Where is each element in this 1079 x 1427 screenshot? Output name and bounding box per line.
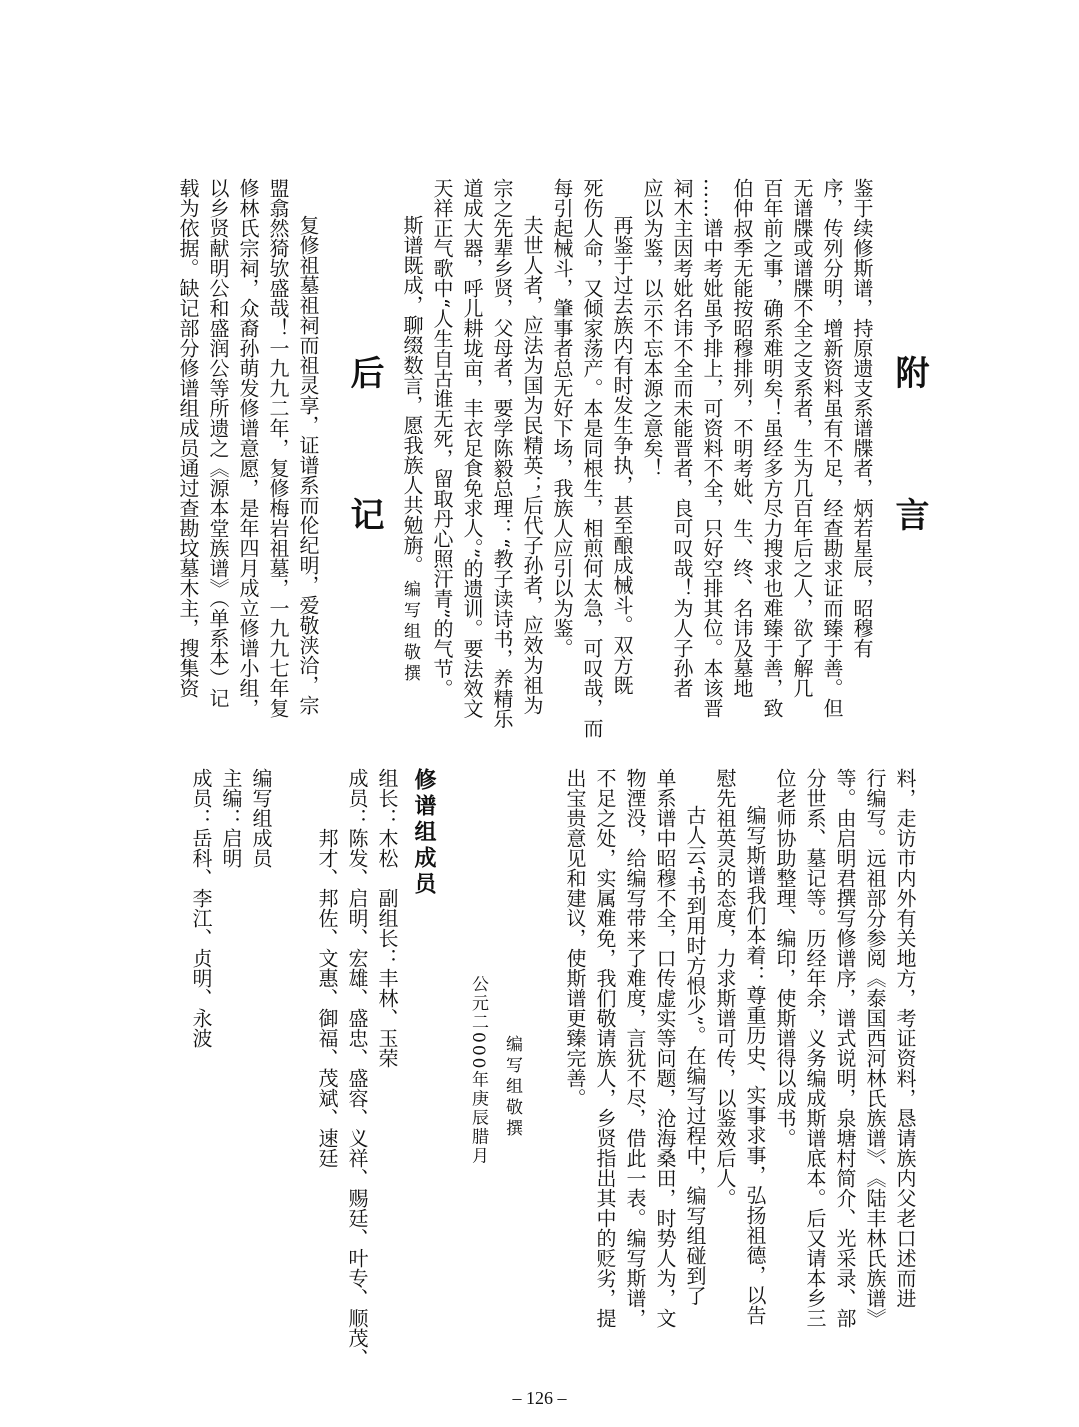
postscript-line-6: 料，走访市内外有关地方，考证资料，恳请族内父老口述而进 xyxy=(893,768,917,1308)
postscript-line-4: 以乡贤献明公和盛润公等所遗之《源本堂族谱》（单系本）记 xyxy=(206,178,230,708)
postscript-line-10: 位老师协助整理、编印，使斯谱得以成书。 xyxy=(773,768,797,1148)
postscript-line-15: 物湮没，给编写带来了难度，言犹不尽，借此一表。编写斯谱， xyxy=(623,768,647,1328)
postscript-title: 后 记 xyxy=(344,355,384,579)
appendix-line-13: 宗之先辈乡贤，父母者，要学陈毅总理：“教子读诗书，养精乐 xyxy=(490,178,514,729)
appendix-line-8: 应以为鉴，以示不忘本源之意矣！ xyxy=(640,178,664,478)
postscript-line-1: 复修祖墓祖祠而祖灵享，证谱系而伦纪明，爱敬浃洽，宗 xyxy=(296,215,320,715)
page-number: – 126 – xyxy=(512,1388,567,1408)
postscript-line-11: 编写斯谱我们本着：尊重历史、实事求事，弘扬祖德，以告 xyxy=(743,805,767,1325)
appendix-line-6: ……谱中考妣虽予排上，可资料不全，只好空排其位。本该晋 xyxy=(700,178,724,718)
postscript-line-8: 等。由启明君撰写修谱序，谱式说明，泉塘村简介、光采录、部 xyxy=(833,768,857,1328)
appendix-line-15: 天祥正气歌中“人生自古谁无死，留取丹心照汗青”的气节。 xyxy=(430,178,454,699)
postscript-line-9: 分世系、墓记等。历经年余，义务编成斯谱底本。后又请本乡三 xyxy=(803,768,827,1328)
members-leader: 组长：木松 副组长：丰林、玉荣 xyxy=(375,768,399,1068)
appendix-line-5: 伯仲叔季无能按昭穆排列，不明考妣、生、终、名讳及墓地 xyxy=(730,178,754,698)
appendix-line-7: 祠木主因考妣名讳不全而未能晋者，良可叹哉！为人子孙者 xyxy=(670,178,694,698)
postscript-line-17: 出宝贵意见和建议，使斯谱更臻完善。 xyxy=(563,768,587,1108)
members-title: 修谱组成员 xyxy=(411,768,436,898)
postscript-line-13: 古人云“书到用时方恨少”。在编写过程中，编写组碰到了 xyxy=(683,805,707,1306)
editorial-group-title: 编写组成员 xyxy=(249,768,273,868)
members-line-2: 邦才、邦佐、文惠、御福、茂斌、速廷 xyxy=(315,828,339,1168)
postscript-signature: 编写组敬撰 xyxy=(502,1035,522,1140)
appendix-line-10: 死伤人命，又倾家荡产。本是同根生，相煎何太急，可叹哉，而 xyxy=(580,178,604,738)
editor-members: 成员：岳科、李江、贞明、永波 xyxy=(189,768,213,1048)
members-line-1: 成员：陈发、启明、宏雄、盛忠、盛容、义祥、赐廷、叶专、顺茂、 xyxy=(345,768,369,1368)
appendix-line-2: 序，传列分明，增新资料虽有不足，经查勘求证而臻于善。但 xyxy=(820,178,844,718)
appendix-line-3: 无谱牒或谱牒不全之支系者，生为几百年后之人，欲了解几 xyxy=(790,178,814,698)
postscript-line-7: 行编写。远祖部分参阅《泰国西河林氏族谱》、《陆丰林氏族谱》 xyxy=(863,768,887,1328)
appendix-line-11: 每引起械斗，肇事者总无好下场，我族人应引以为鉴。 xyxy=(550,178,574,658)
postscript-line-2: 盟翕然猗欤盛哉！一九九二年，复修梅岩祖墓，一九九七年复 xyxy=(266,178,290,718)
appendix-signature: 编写组敬撰 xyxy=(400,580,420,685)
appendix-line-16: 斯谱既成，聊缀数言，愿我族人共勉旃。 xyxy=(400,215,424,575)
appendix-line-9: 再鉴于过去族内有时发生争执，甚至酿成械斗。双方既 xyxy=(610,215,634,695)
appendix-line-14: 道成大器，呼儿耕垅亩，丰衣足食免求人。”的遗训。要法效文 xyxy=(460,178,484,719)
postscript-line-14: 单系谱中昭穆不全，口传虚实等问题，沧海桑田，时势人为，文 xyxy=(653,768,677,1328)
appendix-title: 附 言 xyxy=(889,355,929,579)
postscript-date: 公元二000年庚辰腊月 xyxy=(468,975,488,1166)
postscript-line-12: 慰先祖英灵的态度，力求斯谱可传，以鉴效后人。 xyxy=(713,768,737,1208)
postscript-line-16: 不足之处，实属难免，我们敬请族人，乡贤指出其中的贬劣，提 xyxy=(593,768,617,1328)
appendix-line-1: 鉴于续修斯谱，持原遗支系谱牒者，炳若星辰，昭穆有 xyxy=(850,178,874,658)
chief-editor: 主编：启明 xyxy=(219,768,243,868)
postscript-line-5: 载为依据。缺记部分修谱组成员通过查勘坟墓木主，搜集资 xyxy=(176,178,200,698)
appendix-line-12: 夫世人者，应法为国为民精英；后代子孙者，应效为祖为 xyxy=(520,215,544,715)
postscript-line-3: 修林氏宗祠，众裔孙萌发修谱意愿，是年四月成立修谱小组， xyxy=(236,178,260,718)
appendix-line-4: 百年前之事，确系难明矣！虽经多方尽力搜求也难臻于善，致 xyxy=(760,178,784,718)
